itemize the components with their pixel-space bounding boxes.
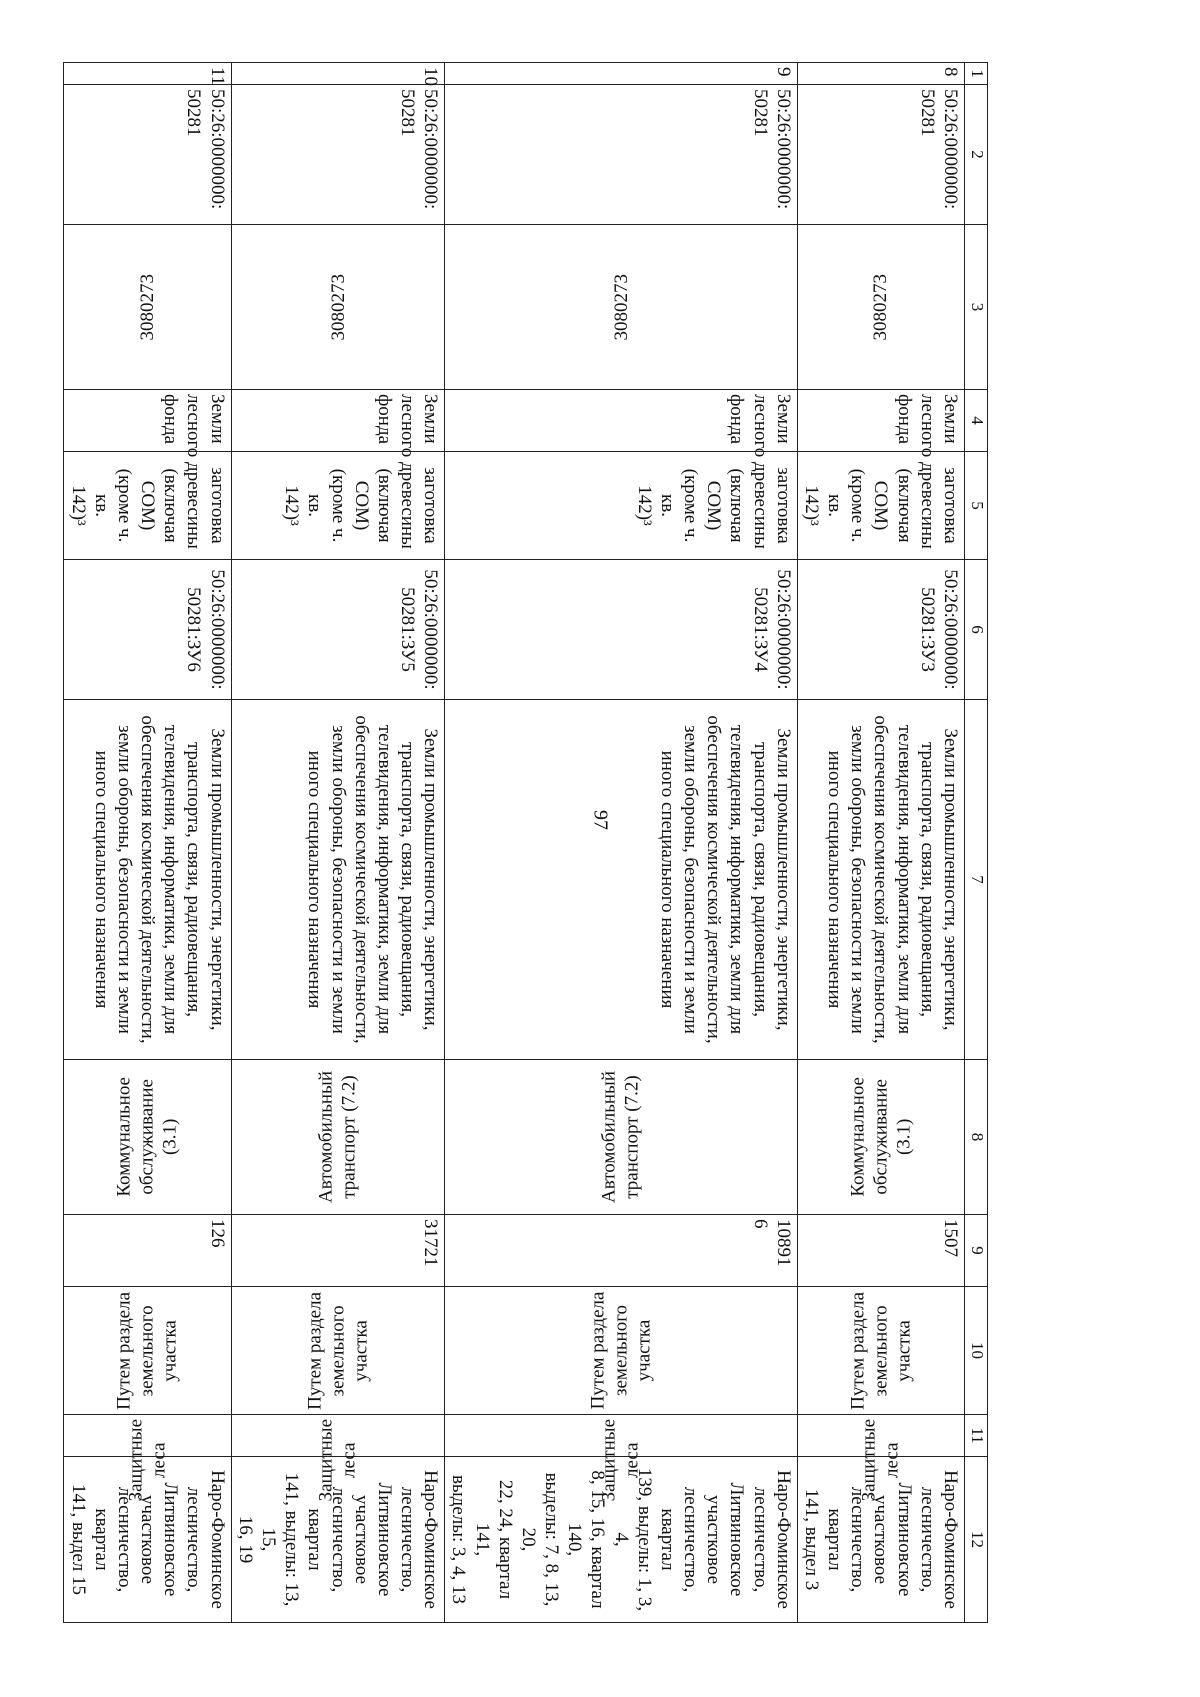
cell-forest-category: Защитные леса <box>231 1415 445 1457</box>
cell-forest-category: Защитные леса <box>445 1415 798 1457</box>
cell-land-category: Земли лесного фонда <box>231 390 445 452</box>
cell-area: 3080273 <box>231 225 445 390</box>
cell-square: 31721 <box>231 1215 445 1287</box>
cell-square: 126 <box>64 1215 231 1287</box>
cell-formation-method: Путем раздела земельного участка <box>231 1287 445 1415</box>
table-header-row <box>965 63 988 1623</box>
cell-permitted-use: Автомобильный транспорт (7.2) <box>231 1060 445 1215</box>
cell-row-number: 9 <box>445 63 798 85</box>
column-header: 2 <box>965 85 988 225</box>
table-body <box>64 63 965 1623</box>
cell-target-category: Земли промышленности, энергетики, транспорта, связи, радиовещания, телевидения, информатики, земли для обеспечения космической деятельности, земли обороны, безопасности и земли иного специального назначения <box>231 700 445 1060</box>
table-row <box>231 63 445 1623</box>
cell-area: 3080273 <box>64 225 231 390</box>
cell-target-category: Земли промышленности, энергетики, транспорта, связи, радиовещания, телевидения, информатики, земли для обеспечения космической деятельности, земли обороны, безопасности и земли иного специального назначения <box>445 700 798 1060</box>
column-header: 1 <box>965 63 988 85</box>
cell-cadastral-number: 50:26:0000000: 50281:ЗУ5 <box>231 560 445 700</box>
cell-cadastral-number: 50:26:0000000: 50281:ЗУ6 <box>64 560 231 700</box>
cell-cadastral-quarter: 50:26:0000000: 50281 <box>231 85 445 225</box>
column-header: 11 <box>965 1415 988 1457</box>
cell-forest-use: заготовка древесины (включая СОМ) (кроме ч. кв. 142)³ <box>797 452 964 560</box>
table-row <box>797 63 964 1623</box>
column-header: 3 <box>965 225 988 390</box>
cell-land-category: Земли лесного фонда <box>64 390 231 452</box>
cell-row-number: 10 <box>231 63 445 85</box>
column-header: 8 <box>965 1060 988 1215</box>
cell-square: 1507 <box>797 1215 964 1287</box>
column-header: 4 <box>965 390 988 452</box>
cell-area: 3080273 <box>797 225 964 390</box>
cell-forest-use: заготовка древесины (включая СОМ) (кроме ч. кв. 142)³ <box>64 452 231 560</box>
cell-location: Наро-Фоминское лесничество, Литвиновское участковое лесничество, квартал 141, выделы: 13, 15, 16, 19 <box>231 1457 445 1623</box>
cell-target-category: Земли промышленности, энергетики, транспорта, связи, радиовещания, телевидения, информатики, земли для обеспечения космической деятельности, земли обороны, безопасности и земли иного специального назначения <box>64 700 231 1060</box>
cell-cadastral-quarter: 50:26:0000000: 50281 <box>64 85 231 225</box>
table-row <box>64 63 231 1623</box>
cell-cadastral-quarter: 50:26:0000000: 50281 <box>797 85 964 225</box>
column-header: 7 <box>965 700 988 1060</box>
column-header: 9 <box>965 1215 988 1287</box>
cell-land-category: Земли лесного фонда <box>797 390 964 452</box>
column-header: 6 <box>965 560 988 700</box>
column-header: 5 <box>965 452 988 560</box>
column-header: 10 <box>965 1287 988 1415</box>
parcels-table <box>63 62 988 1623</box>
cell-row-number: 11 <box>64 63 231 85</box>
cell-cadastral-number: 50:26:0000000: 50281:ЗУ4 <box>445 560 798 700</box>
cell-forest-category: Защитные леса <box>64 1415 231 1457</box>
cell-location: Наро-Фоминское лесничество, Литвиновское участковое лесничество, квартал 141, выдел 3 <box>797 1457 964 1623</box>
cell-square: 10891 6 <box>445 1215 798 1287</box>
cell-location: Наро-Фоминское лесничество, Литвиновское участковое лесничество, квартал 141, выдел 15 <box>64 1457 231 1623</box>
cell-forest-use: заготовка древесины (включая СОМ) (кроме ч. кв. 142)³ <box>445 452 798 560</box>
cell-target-category: Земли промышленности, энергетики, транспорта, связи, радиовещания, телевидения, информатики, земли для обеспечения космической деятельности, земли обороны, безопасности и земли иного специального назначения <box>797 700 964 1060</box>
cell-area: 3080273 <box>445 225 798 390</box>
cell-formation-method: Путем раздела земельного участка <box>445 1287 798 1415</box>
table-row <box>445 63 798 1623</box>
cell-cadastral-quarter: 50:26:0000000: 50281 <box>445 85 798 225</box>
cell-location: Наро-Фоминское лесничество, Литвиновское участковое лесничество, квартал 139, выделы: 1, 3, 4, 8, 15, 16, квартал 140, выделы: 7, 8, 13, 20, 22, 24, квартал 141, выделы: 3, 4, 13 <box>445 1457 798 1623</box>
column-header: 12 <box>965 1457 988 1623</box>
cell-row-number: 8 <box>797 63 964 85</box>
page-number: 97 <box>589 810 612 830</box>
cell-forest-category: Защитные леса <box>797 1415 964 1457</box>
cell-permitted-use: Коммунальное обслуживание (3.1) <box>797 1060 964 1215</box>
cell-formation-method: Путем раздела земельного участка <box>64 1287 231 1415</box>
cell-land-category: Земли лесного фонда <box>445 390 798 452</box>
cell-permitted-use: Автомобильный транспорт (7.2) <box>445 1060 798 1215</box>
rotated-table-container <box>67 62 988 1622</box>
cell-formation-method: Путем раздела земельного участка <box>797 1287 964 1415</box>
cell-forest-use: заготовка древесины (включая СОМ) (кроме ч. кв. 142)³ <box>231 452 445 560</box>
cell-cadastral-number: 50:26:0000000: 50281:ЗУ3 <box>797 560 964 700</box>
cell-permitted-use: Коммунальное обслуживание (3.1) <box>64 1060 231 1215</box>
